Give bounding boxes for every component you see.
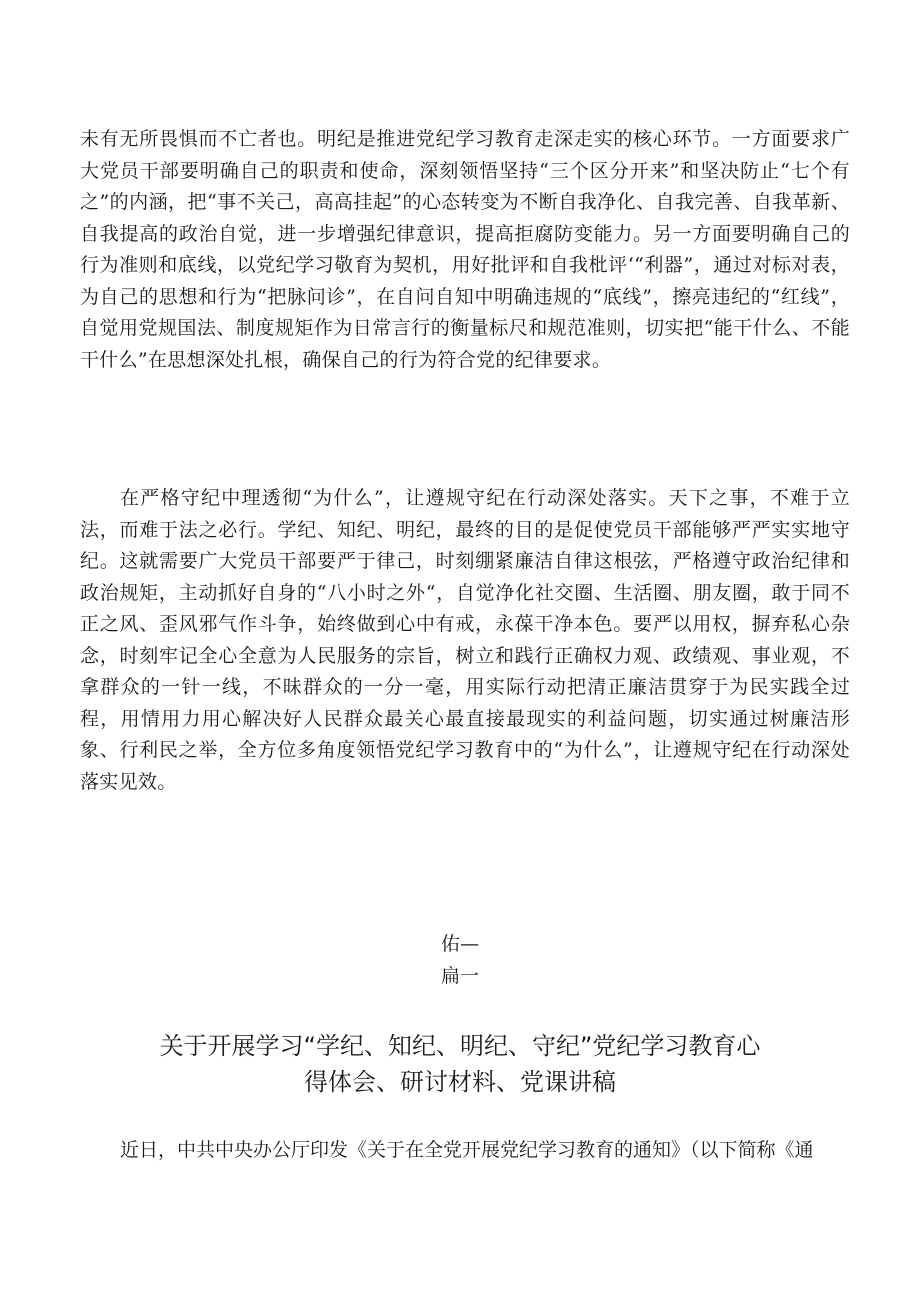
section-separator-line-2: 扁一 xyxy=(440,965,479,987)
section-title-line-2: 得体会、研讨材料、党课讲稿 xyxy=(304,1068,616,1096)
body-paragraph-1: 未有无所畏惧而不亡者也。明纪是推进党纪学习教育走深走实的核心环节。一方面要求广大党员干部要明确自己的职责和使命，深刻领悟坚持“三个区分开来”和坚决防止“七个有之”的内涵，把“事不关己，高高挂起”的心态转变为不断自我净化、自我完善、自我革新、自我提高的政治自觉，进一步增强纪律意识，提高拒腐防变能力。另一方面要明确自己的行为准则和底线，以党纪学习敬育为契机，用好批评和自我枇评‘“利器”，通过对标对表，为自己的思想和行为“把脉问诊”，在自问自知中明确违规的“底线”，擦亮违纪的“红线”，自觉用党规国法、制度规矩作为日常言行的衡量标尺和规范准则，切实把“能干什么、不能干什么”在思想深处扎根，确保自己的行为符合党的纪律要求。 xyxy=(80,128,850,371)
section-title xyxy=(110,1028,810,1100)
section-separator-line-1: 佑— xyxy=(440,933,479,955)
section-title-line-1: 关于开展学习“学纪、知纪、明纪、守纪”党纪学习教育心 xyxy=(159,1032,761,1060)
body-paragraph-2: 在严格守纪中理透彻“为什么”，让遵规守纪在行动深处落实。天下之事，不难于立法，而难于法之必行。学纪、知纪、明纪，最终的目的是促使党员干部能够严严实实地守纪。这就需要广大党员干部要严于律己，时刻绷紧廉洁自律这根弦，严格遵守政治纪律和政治规矩，主动抓好自身的“八小时之外“，自觉净化社交圈、生活圈、朋友圈，敢于同不正之风、歪风邪气作斗争，始终做到心中有戒，永葆干净本色。要严以用权，摒弃私心杂念，时刻牢记全心全意为人民服务的宗旨，树立和践行正确权力观、政绩观、事业观，不拿群众的一针一线，不昧群众的一分一毫，用实际行动把清正廉洁贯穿于为民实践全过程，用情用力用心解决好人民群众最关心最直接最现实的利益问题，切实通过树廉洁形象、行利民之举，全方位多角度领悟党纪学习教育中的“为什么”，让遵规守纪在行动深处落实见效。 xyxy=(80,487,850,793)
body-paragraph-3: 近日，中共中央办公厅印发《关于在全党开展党纪学习教育的通知》（以下简称《通 xyxy=(120,1139,814,1161)
